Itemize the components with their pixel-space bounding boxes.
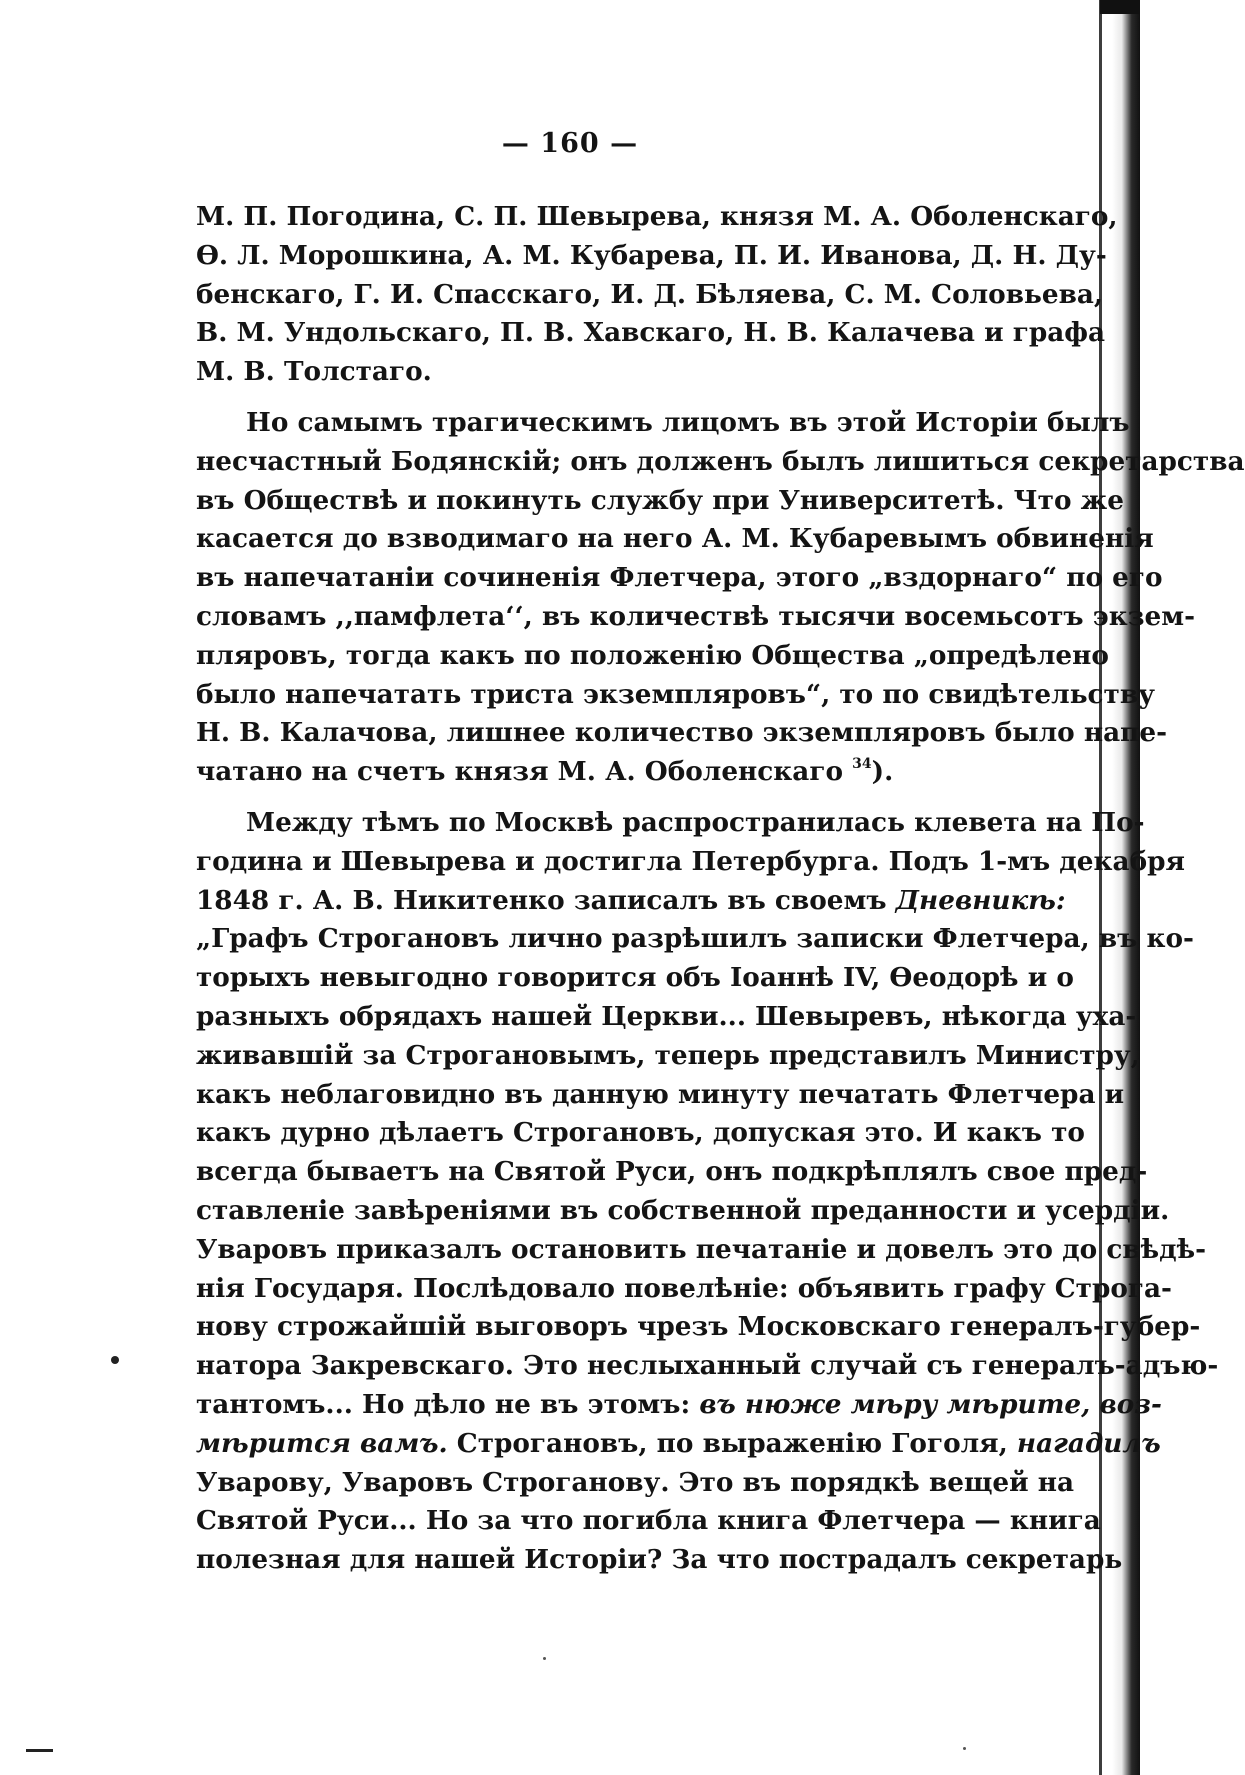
text-run: несчастный Бодянскій; онъ долженъ былъ лишиться секретарства [196, 445, 1245, 477]
text-line [196, 1037, 1140, 1076]
text-line [196, 1076, 1125, 1115]
text-line [196, 598, 1196, 637]
text-run: М. В. Толстаго. [196, 356, 432, 388]
text-run: нову строжайшій выговоръ чрезъ Московскаго генералъ-губер- [196, 1311, 1201, 1343]
text-run: Уваровъ приказалъ остановить печатаніе и довелъ это до свѣдѣ- [196, 1233, 1207, 1265]
text-line [196, 676, 1155, 715]
text-line [196, 753, 1029, 792]
text-line [196, 1308, 1201, 1347]
text-run: чатано на счетъ князя М. А. Оболенскаго [196, 756, 853, 788]
text-line [196, 520, 1154, 559]
text-run: всегда бываетъ на Святой Руси, онъ подкрѣплялъ свое пред- [196, 1156, 1148, 1188]
paragraph-gap [196, 392, 1029, 404]
text-line [196, 404, 1130, 443]
text-run: торыхъ невыгодно говорится объ Іоаннѣ IV, Ѳеодорѣ и о [196, 962, 1074, 994]
text-run: Строгановъ, по выраженію Гоголя, [447, 1427, 1017, 1459]
text-run: Но самымъ трагическимъ лицомъ въ этой Исторіи былъ [246, 406, 1130, 438]
text-line [196, 637, 1109, 676]
italic-text-run: Дневникѣ: [895, 884, 1066, 916]
text-run: ставленіе завѣреніями въ собственной преданности и усердіи. [196, 1194, 1170, 1226]
scan-corner-mark [1100, 0, 1140, 14]
text-line [196, 1425, 1161, 1464]
text-line [196, 882, 1066, 921]
speck [543, 1657, 546, 1660]
text-run: въ Обществѣ и покинуть службу при Университетѣ. Что же [196, 484, 1124, 516]
text-run: ). [871, 756, 894, 788]
text-run: бенскаго, Г. И. Спасскаго, И. Д. Бѣляева, С. М. Соловьева, [196, 278, 1104, 310]
text-run: 1848 г. А. В. Никитенко записалъ въ своемъ [196, 884, 896, 916]
text-run: разныхъ обрядахъ нашей Церкви... Шевыревъ, нѣкогда уха- [196, 1000, 1137, 1032]
text-line [196, 1386, 1162, 1425]
footnote-reference: 34 [852, 756, 872, 773]
text-line [196, 1231, 1207, 1270]
text-line [196, 1153, 1148, 1192]
text-line [196, 959, 1074, 998]
paragraph [196, 804, 1219, 1580]
text-run: полезная для нашей Исторіи? За что пострадалъ секретарь [196, 1544, 1123, 1576]
text-run: Н. В. Калачова, лишнее количество экземпляровъ было напе- [196, 717, 1168, 749]
text-run: М. П. Погодина, С. П. Шевырева, князя М. А. Оболенскаго, [196, 201, 1118, 232]
text-line [196, 920, 1194, 959]
text-run: нія Государя. Послѣдовало повелѣніе: объявить графу Строга- [196, 1272, 1172, 1304]
margin-ink-dash [26, 1749, 53, 1752]
paragraph [196, 404, 1245, 792]
text-line [196, 1541, 1123, 1580]
text-line [196, 443, 1245, 482]
text-run: Между тѣмъ по Москвѣ распространилась клевета на По- [246, 806, 1145, 838]
text-line [196, 998, 1137, 1037]
text-line [196, 1502, 1101, 1541]
text-line [196, 714, 1168, 753]
text-line [196, 804, 1145, 843]
text-line [196, 482, 1124, 521]
speck [963, 1747, 966, 1750]
page-binding-edge [1112, 0, 1140, 1775]
text-run: словамъ ,,памфлета‘‘, въ количествѣ тысячи восемьсотъ экзем- [196, 600, 1196, 632]
text-line [196, 237, 1107, 276]
margin-ink-dot [111, 1356, 119, 1364]
text-run: Ѳ. Л. Морошкина, А. М. Кубарева, П. И. Иванова, Д. Н. Ду- [196, 239, 1107, 271]
text-line [196, 276, 1104, 315]
body-text [196, 198, 1245, 1580]
text-line [196, 559, 1163, 598]
italic-text-run: въ нюже мѣру мѣрите, воз- [699, 1388, 1162, 1420]
text-line [196, 353, 1029, 392]
paragraph-gap [196, 792, 1029, 804]
text-run: година и Шевырева и достигла Петербурга. Подъ 1-мъ декабря [196, 845, 1185, 877]
text-run: какъ неблаговидно въ данную минуту печатать Флетчера и [196, 1078, 1125, 1110]
text-line [196, 1192, 1170, 1231]
text-run: было напечатать триста экземпляровъ“, то по свидѣтельству [196, 678, 1155, 710]
text-line [196, 1464, 1075, 1503]
text-line [196, 314, 1106, 353]
paragraph [196, 198, 1118, 392]
text-line [196, 1270, 1172, 1309]
page-number: — 160 — [501, 128, 639, 159]
text-run: натора Закревскаго. Это неслыханный случай съ генералъ-адъю- [196, 1350, 1219, 1382]
text-run: живавшій за Строгановымъ, теперь представилъ Министру, [196, 1039, 1140, 1071]
text-line [196, 843, 1185, 882]
text-line [196, 1347, 1219, 1386]
text-run: тантомъ... Но дѣло не въ этомъ: [196, 1388, 700, 1420]
italic-text-run: нагадилъ [1016, 1427, 1161, 1459]
text-run: въ напечатаніи сочиненія Флетчера, этого „вздорнаго“ по его [196, 562, 1163, 594]
text-line [196, 1114, 1085, 1153]
text-run: пляровъ, тогда какъ по положенію Общества „опредѣлено [196, 639, 1109, 671]
italic-text-run: мѣрится вамъ. [196, 1427, 448, 1459]
text-run: какъ дурно дѣлаетъ Строгановъ, допуская это. И какъ то [196, 1117, 1085, 1149]
text-run: Святой Руси... Но за что погибла книга Флетчера — книга [196, 1505, 1101, 1537]
text-line [196, 198, 1118, 237]
text-run: В. М. Ундольскаго, П. В. Хавскаго, Н. В. Калачева и графа [196, 317, 1106, 349]
text-run: касается до взводимаго на него А. М. Кубаревымъ обвиненія [196, 523, 1154, 555]
text-run: „Графъ Строгановъ лично разрѣшилъ записки Флетчера, въ ко- [196, 923, 1194, 955]
text-run: Уварову, Уваровъ Строганову. Это въ порядкѣ вещей на [196, 1466, 1075, 1498]
